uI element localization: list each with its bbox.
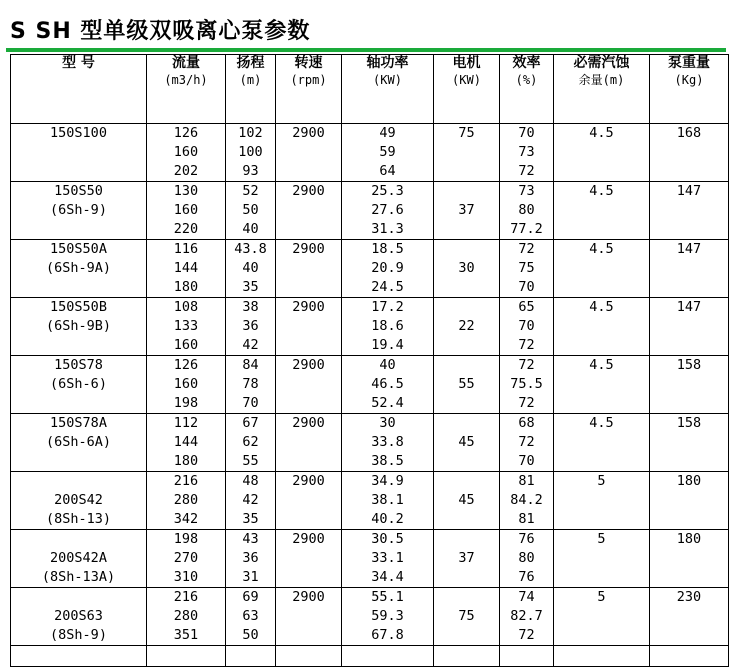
table-row-partial [11, 646, 729, 667]
cell-value: 75 [458, 125, 475, 141]
flow-cell [147, 182, 226, 240]
cell-value: 93 [242, 163, 259, 179]
shaft-power-cell [342, 124, 434, 182]
column-header [650, 55, 729, 124]
title-underline [6, 48, 726, 52]
cell-value: 52 [242, 183, 259, 199]
column-header-label: 流量 [172, 55, 200, 71]
cell-value: 70 [518, 279, 535, 295]
shaft-power-cell [342, 414, 434, 472]
cell-value: 200S42A [50, 550, 107, 566]
cell-value: 342 [173, 511, 199, 527]
column-header-unit: (%) [515, 73, 538, 87]
cell-value: 144 [173, 434, 199, 450]
model-cell [11, 298, 147, 356]
cell-value: 200S63 [54, 608, 103, 624]
empty-cell [554, 646, 650, 667]
cell-value: 18.6 [371, 318, 404, 334]
cell-value: 63 [242, 608, 259, 624]
weight-cell [650, 240, 729, 298]
cell-value: 19.4 [371, 337, 404, 353]
cell-value: 38.1 [371, 492, 404, 508]
column-header-unit: (m3/h) [164, 73, 208, 87]
cell-value: 27.6 [371, 202, 404, 218]
cell-value: 310 [173, 569, 199, 585]
head-cell [226, 530, 276, 588]
cell-value: 52.4 [371, 395, 404, 411]
weight-cell [650, 588, 729, 646]
cell-value: 43.8 [234, 241, 267, 257]
column-header-unit: 余量(m) [578, 73, 625, 87]
speed-cell [276, 530, 342, 588]
cell-value: 35 [242, 279, 259, 295]
cell-value: 20.9 [371, 260, 404, 276]
cell-value: 2900 [292, 473, 325, 489]
cell-value: 68 [518, 415, 535, 431]
cell-value: 144 [173, 260, 199, 276]
column-header-label: 轴功率 [366, 55, 409, 71]
cell-value: 116 [173, 241, 199, 257]
cell-value: 42 [242, 337, 259, 353]
flow-cell [147, 356, 226, 414]
efficiency-cell [500, 588, 554, 646]
npsh-cell [554, 240, 650, 298]
cell-value: 180 [173, 279, 199, 295]
head-cell [226, 124, 276, 182]
cell-value: 160 [173, 144, 199, 160]
cell-value: 216 [173, 473, 199, 489]
motor-cell [434, 530, 500, 588]
cell-value: 150S50 [54, 183, 103, 199]
efficiency-cell [500, 356, 554, 414]
model-cell [11, 124, 147, 182]
speed-cell [276, 588, 342, 646]
cell-value: 280 [173, 608, 199, 624]
cell-value: 2900 [292, 299, 325, 315]
cell-value: 108 [173, 299, 199, 315]
cell-value: 2900 [292, 531, 325, 547]
cell-value: 280 [173, 492, 199, 508]
cell-value: 40 [242, 221, 259, 237]
model-cell [11, 530, 147, 588]
cell-value: 81 [518, 473, 535, 489]
efficiency-cell [500, 472, 554, 530]
column-header-unit: (m) [239, 73, 262, 87]
column-header-label: 扬程 [236, 55, 265, 71]
cell-value: 30 [379, 415, 396, 431]
cell-value: 38.5 [371, 453, 404, 469]
cell-value: 150S78A [50, 415, 107, 431]
cell-value: 160 [173, 337, 199, 353]
motor-cell [434, 588, 500, 646]
motor-cell [434, 356, 500, 414]
empty-cell [147, 646, 226, 667]
weight-cell [650, 414, 729, 472]
weight-cell [650, 530, 729, 588]
cell-value: 30.5 [371, 531, 404, 547]
cell-value: 72 [518, 337, 535, 353]
speed-cell [276, 240, 342, 298]
cell-value: 34.4 [371, 569, 404, 585]
table-row [11, 182, 729, 240]
speed-cell [276, 472, 342, 530]
npsh-cell [554, 588, 650, 646]
efficiency-cell [500, 124, 554, 182]
cell-value: 36 [242, 318, 259, 334]
cell-value: 147 [676, 241, 702, 257]
cell-value: 55.1 [371, 589, 404, 605]
cell-value: 2900 [292, 415, 325, 431]
cell-value: 82.7 [510, 608, 543, 624]
cell-value: 2900 [292, 241, 325, 257]
cell-value: 2900 [292, 589, 325, 605]
cell-value: 2900 [292, 183, 325, 199]
head-cell [226, 588, 276, 646]
head-cell [226, 240, 276, 298]
cell-value: 84.2 [510, 492, 543, 508]
cell-value: 72 [518, 627, 535, 643]
cell-value: 74 [518, 589, 535, 605]
cell-value: 2900 [292, 125, 325, 141]
motor-cell [434, 182, 500, 240]
cell-value: 70 [242, 395, 259, 411]
cell-value: 72 [518, 357, 535, 373]
cell-value: (6Sh-9A) [45, 260, 112, 276]
npsh-cell [554, 356, 650, 414]
cell-value: 72 [518, 163, 535, 179]
column-header [434, 55, 500, 124]
cell-value: 80 [518, 202, 535, 218]
flow-cell [147, 472, 226, 530]
flow-cell [147, 530, 226, 588]
motor-cell [434, 240, 500, 298]
table-row [11, 530, 729, 588]
cell-value: 45 [458, 492, 475, 508]
head-cell [226, 414, 276, 472]
cell-value: 69 [242, 589, 259, 605]
cell-value: 4.5 [589, 299, 614, 315]
cell-value: 33.1 [371, 550, 404, 566]
cell-value: (8Sh-13) [45, 511, 112, 527]
cell-value: 65 [518, 299, 535, 315]
npsh-cell [554, 414, 650, 472]
cell-value: 160 [173, 202, 199, 218]
model-cell [11, 356, 147, 414]
page-title: S SH 型单级双吸离心泵参数 [10, 19, 311, 44]
cell-value: 180 [173, 453, 199, 469]
cell-value: 43 [242, 531, 259, 547]
pump-parameter-table [10, 54, 729, 667]
cell-value: 72 [518, 395, 535, 411]
shaft-power-cell [342, 472, 434, 530]
cell-value: 4.5 [589, 183, 614, 199]
cell-value: 158 [676, 415, 702, 431]
cell-value: 36 [242, 550, 259, 566]
cell-value: 150S50A [50, 241, 107, 257]
npsh-cell [554, 124, 650, 182]
cell-value: 31.3 [371, 221, 404, 237]
cell-value: 48 [242, 473, 259, 489]
motor-cell [434, 124, 500, 182]
empty-cell [342, 646, 434, 667]
head-cell [226, 182, 276, 240]
cell-value: 38 [242, 299, 259, 315]
flow-cell [147, 298, 226, 356]
npsh-cell [554, 182, 650, 240]
cell-value: 78 [242, 376, 259, 392]
column-header [11, 55, 147, 124]
cell-value: 180 [676, 473, 702, 489]
speed-cell [276, 356, 342, 414]
cell-value: 4.5 [589, 241, 614, 257]
cell-value: 17.2 [371, 299, 404, 315]
cell-value: 147 [676, 183, 702, 199]
cell-value: 33.8 [371, 434, 404, 450]
cell-value: 35 [242, 511, 259, 527]
cell-value: 73 [518, 183, 535, 199]
cell-value: (6Sh-6) [50, 376, 107, 392]
cell-value: 100 [238, 144, 263, 160]
cell-value: 84 [242, 357, 259, 373]
cell-value: 150S50B [50, 299, 107, 315]
cell-value: 30 [458, 260, 475, 276]
cell-value: 24.5 [371, 279, 404, 295]
cell-value: (6Sh-6A) [45, 434, 112, 450]
column-header-label: 效率 [512, 55, 541, 71]
cell-value: (8Sh-13A) [41, 569, 116, 585]
cell-value: 133 [173, 318, 199, 334]
shaft-power-cell [342, 530, 434, 588]
cell-value: 150S100 [50, 125, 107, 141]
table-row [11, 472, 729, 530]
efficiency-cell [500, 240, 554, 298]
column-header-unit: (KW) [373, 73, 402, 87]
cell-value: 75 [518, 260, 535, 276]
cell-value: 168 [676, 125, 702, 141]
column-header [276, 55, 342, 124]
cell-value: 18.5 [371, 241, 404, 257]
speed-cell [276, 182, 342, 240]
flow-cell [147, 588, 226, 646]
cell-value: 70 [518, 125, 535, 141]
cell-value: 198 [173, 395, 199, 411]
cell-value: 55 [458, 376, 475, 392]
column-header [500, 55, 554, 124]
cell-value: 42 [242, 492, 259, 508]
cell-value: 59 [379, 144, 396, 160]
table-row [11, 588, 729, 646]
model-cell [11, 182, 147, 240]
cell-value: 62 [242, 434, 259, 450]
cell-value: 72 [518, 241, 535, 257]
efficiency-cell [500, 414, 554, 472]
table-body [11, 124, 729, 667]
cell-value: 200S42 [54, 492, 103, 508]
cell-value: 5 [597, 589, 606, 605]
cell-value: 75.5 [510, 376, 543, 392]
table-row [11, 414, 729, 472]
cell-value: 45 [458, 434, 475, 450]
cell-value: 126 [173, 125, 199, 141]
empty-cell [226, 646, 276, 667]
empty-cell [434, 646, 500, 667]
npsh-cell [554, 298, 650, 356]
speed-cell [276, 414, 342, 472]
speed-cell [276, 298, 342, 356]
head-cell [226, 356, 276, 414]
motor-cell [434, 414, 500, 472]
motor-cell [434, 472, 500, 530]
cell-value: 150S78 [54, 357, 103, 373]
empty-cell [276, 646, 342, 667]
cell-value: 4.5 [589, 357, 614, 373]
weight-cell [650, 356, 729, 414]
cell-value: 80 [518, 550, 535, 566]
cell-value: 76 [518, 569, 535, 585]
cell-value: 230 [676, 589, 702, 605]
cell-value: 126 [173, 357, 199, 373]
cell-value: 59.3 [371, 608, 404, 624]
cell-value: 73 [518, 144, 535, 160]
efficiency-cell [500, 298, 554, 356]
cell-value: 4.5 [589, 415, 614, 431]
cell-value: 216 [173, 589, 199, 605]
empty-cell [11, 646, 147, 667]
model-cell [11, 472, 147, 530]
cell-value: 4.5 [589, 125, 614, 141]
cell-value: 220 [173, 221, 199, 237]
cell-value: (6Sh-9) [50, 202, 107, 218]
efficiency-cell [500, 182, 554, 240]
header-row [11, 55, 729, 124]
cell-value: 40 [242, 260, 259, 276]
cell-value: 22 [458, 318, 475, 334]
cell-value: 77.2 [510, 221, 543, 237]
cell-value: 198 [173, 531, 199, 547]
column-header [554, 55, 650, 124]
cell-value: 67.8 [371, 627, 404, 643]
cell-value: 81 [518, 511, 535, 527]
model-cell [11, 414, 147, 472]
column-header-label: 必需汽蚀 [573, 55, 630, 71]
speed-cell [276, 124, 342, 182]
shaft-power-cell [342, 356, 434, 414]
head-cell [226, 472, 276, 530]
cell-value: 37 [458, 550, 475, 566]
cell-value: 50 [242, 627, 259, 643]
shaft-power-cell [342, 182, 434, 240]
cell-value: 5 [597, 473, 606, 489]
table-row [11, 356, 729, 414]
flow-cell [147, 124, 226, 182]
cell-value: 130 [173, 183, 199, 199]
column-header-unit: (rpm) [290, 73, 327, 87]
head-cell [226, 298, 276, 356]
shaft-power-cell [342, 298, 434, 356]
cell-value: (8Sh-9) [50, 627, 107, 643]
column-header [342, 55, 434, 124]
model-cell [11, 240, 147, 298]
cell-value: 160 [173, 376, 199, 392]
cell-value: 40 [379, 357, 396, 373]
npsh-cell [554, 472, 650, 530]
motor-cell [434, 298, 500, 356]
cell-value: 75 [458, 608, 475, 624]
cell-value: 67 [242, 415, 259, 431]
cell-value: 34.9 [371, 473, 404, 489]
weight-cell [650, 298, 729, 356]
weight-cell [650, 472, 729, 530]
cell-value: 31 [242, 569, 259, 585]
column-header-label: 转速 [294, 55, 323, 71]
column-header-label: 电机 [452, 55, 481, 71]
cell-value: 72 [518, 434, 535, 450]
cell-value: 351 [173, 627, 199, 643]
model-cell [11, 588, 147, 646]
cell-value: 55 [242, 453, 259, 469]
column-header-unit: (Kg) [674, 73, 704, 87]
cell-value: 112 [173, 415, 199, 431]
shaft-power-cell [342, 588, 434, 646]
cell-value: 50 [242, 202, 259, 218]
cell-value: 70 [518, 453, 535, 469]
cell-value: 37 [458, 202, 475, 218]
cell-value: 5 [597, 531, 606, 547]
weight-cell [650, 124, 729, 182]
cell-value: 40.2 [371, 511, 404, 527]
npsh-cell [554, 530, 650, 588]
empty-cell [500, 646, 554, 667]
column-header-label: 泵重量 [668, 55, 710, 71]
cell-value: 64 [379, 163, 396, 179]
cell-value: 70 [518, 318, 535, 334]
flow-cell [147, 414, 226, 472]
cell-value: 2900 [292, 357, 325, 373]
shaft-power-cell [342, 240, 434, 298]
cell-value: 25.3 [371, 183, 404, 199]
weight-cell [650, 182, 729, 240]
cell-value: 147 [676, 299, 702, 315]
cell-value: 49 [379, 125, 396, 141]
column-header [147, 55, 226, 124]
cell-value: 158 [676, 357, 702, 373]
column-header-unit: (KW) [452, 73, 481, 87]
cell-value: (6Sh-9B) [45, 318, 112, 334]
cell-value: 102 [238, 125, 263, 141]
cell-value: 76 [518, 531, 535, 547]
table-row [11, 124, 729, 182]
table-row [11, 240, 729, 298]
cell-value: 46.5 [371, 376, 404, 392]
cell-value: 270 [173, 550, 199, 566]
cell-value [11, 143, 146, 162]
empty-cell [650, 646, 729, 667]
flow-cell [147, 240, 226, 298]
column-header-label: 型 号 [62, 55, 95, 71]
cell-value: 202 [173, 163, 199, 179]
cell-value: 180 [676, 531, 702, 547]
column-header [226, 55, 276, 124]
efficiency-cell [500, 530, 554, 588]
table-row [11, 298, 729, 356]
